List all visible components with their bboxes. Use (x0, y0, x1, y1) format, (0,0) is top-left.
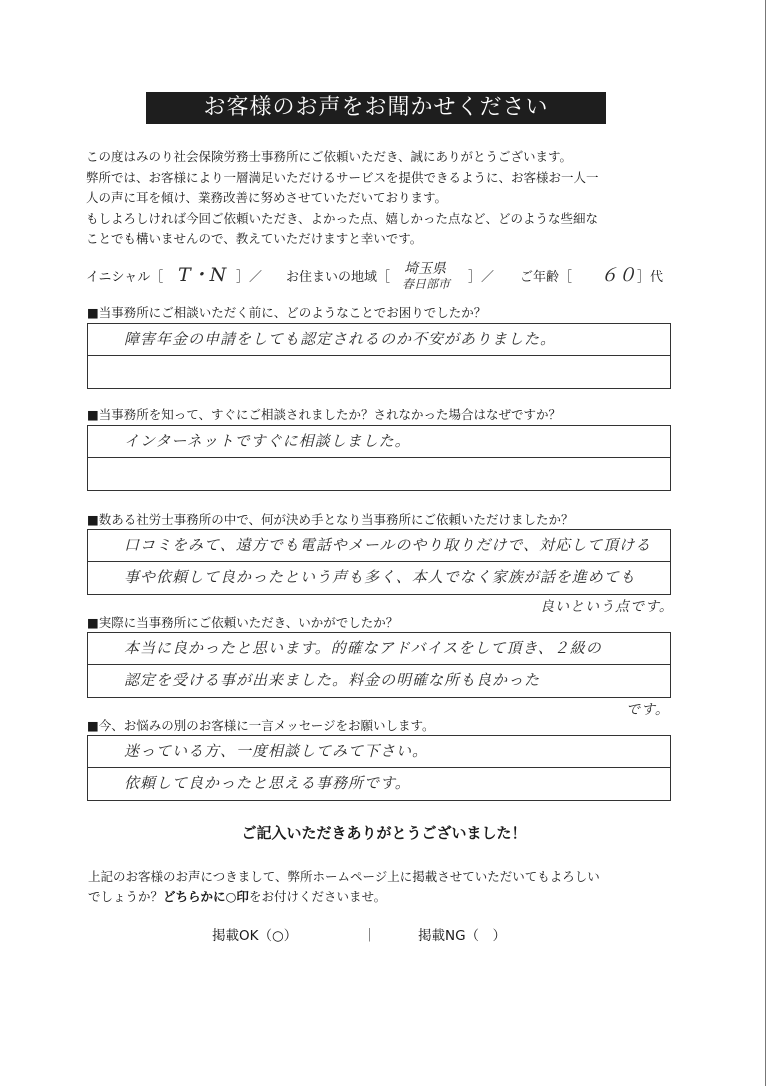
handwritten-answer-tail: 良いという点です。 (540, 599, 674, 615)
answer-box-5 (87, 735, 671, 801)
age-value: ６０ (600, 265, 636, 286)
answer-box-4 (87, 632, 671, 698)
answer-box-1 (87, 323, 671, 389)
area-value-city: 春日部市 (402, 277, 451, 291)
answer-line (88, 736, 670, 768)
respondent-info (86, 262, 686, 292)
answer-line (88, 768, 670, 800)
answer-line (88, 665, 670, 697)
handwritten-answer: 迷っている方、一度相談してみて下さい。 (124, 742, 429, 760)
consent-separator: ｜ (363, 928, 377, 944)
question-4: ■実際に当事務所にご依頼いただき、いかがでしたか？ (87, 615, 399, 630)
initial-close: ］／ (236, 270, 263, 285)
answer-line (88, 530, 670, 562)
consent-ok-option[interactable]: 掲載OK（○） (212, 928, 298, 944)
area-close: ］／ (468, 270, 495, 285)
age-label: ご年齢［ (520, 270, 573, 285)
answer-line (88, 426, 670, 458)
footer-line: 上記のお客様のお声につきまして、弊所ホームページ上に掲載させていただいてもよろしい (88, 869, 600, 884)
consent-ng-option[interactable]: 掲載NG（ ） (418, 928, 507, 944)
question-2: ■当事務所を知って、すぐにご相談されましたか？されなかった場合はなぜですか？ (87, 407, 562, 422)
footer-line (88, 887, 600, 907)
answer-line (88, 562, 670, 594)
answer-box-2 (87, 425, 671, 491)
intro-text (86, 147, 686, 250)
handwritten-answer: 依頼して良かったと思える事務所です。 (124, 774, 411, 792)
footer-emphasis: どちらかに○印 (163, 889, 249, 904)
intro-line: この度はみのり社会保険労務士事務所にご依頼いただき、誠にありがとうございます。 (86, 149, 573, 164)
handwritten-answer: インターネットですぐに相談しました。 (124, 432, 411, 450)
answer-box-3 (87, 529, 671, 595)
answer-line (88, 324, 670, 356)
page-border (765, 0, 766, 1086)
handwritten-answer: 口コミをみて、遠方でも電話やメールのやり取りだけで、対応して頂ける (124, 536, 652, 554)
handwritten-answer: 事や依頼して良かったという声も多く、本人でなく家族が話を進めても (124, 568, 636, 586)
page-title: お客様のお声をお聞かせください (146, 92, 606, 124)
footer-text: をお付けくださいませ。 (248, 889, 387, 904)
handwritten-answer: 障害年金の申請をしても認定されるのか不安がありました。 (124, 330, 557, 348)
initial-label: イニシャル［ (86, 270, 164, 285)
thanks-message: ご記入いただきありがとうございました！ (241, 824, 527, 842)
answer-line (88, 458, 670, 490)
initial-value: T・N (178, 264, 227, 286)
intro-line: 弊所では、お客様により一層満足いただけるサービスを提供できるように、お客様お一人一 (86, 169, 599, 185)
handwritten-answer-tail: です。 (626, 702, 670, 718)
area-label: お住まいの地域［ (286, 270, 391, 285)
footer-text: でしょうか？ (88, 889, 164, 904)
intro-line: もしよろしければ今回ご依頼いただき、よかった点、嬉しかった点など、どのような些細な (86, 210, 599, 226)
intro-line: ことでも構いませんので、教えていただけますと幸いです。 (86, 231, 423, 246)
handwritten-answer: 認定を受ける事が出来ました。料金の明確な所も良かった (124, 671, 541, 689)
publication-request (88, 867, 600, 907)
area-value-prefecture: 埼玉県 (404, 261, 446, 277)
handwritten-answer: 本当に良かったと思います。的確なアドバイスをして頂き、２級の (124, 639, 602, 657)
answer-line (88, 356, 670, 388)
age-close: ］代 (637, 270, 664, 285)
question-5: ■今、お悩みの別のお客様に一言メッセージをお願いします。 (87, 718, 435, 733)
question-3: ■数ある社労士事務所の中で、何が決め手となり当事務所にご依頼いただけましたか？ (87, 512, 574, 527)
intro-line: 人の声に耳を傾け、業務改善に努めさせていただいております。 (86, 190, 448, 205)
question-1: ■当事務所にご相談いただく前に、どのようなことでお困りでしたか？ (87, 305, 487, 320)
answer-line (88, 633, 670, 665)
